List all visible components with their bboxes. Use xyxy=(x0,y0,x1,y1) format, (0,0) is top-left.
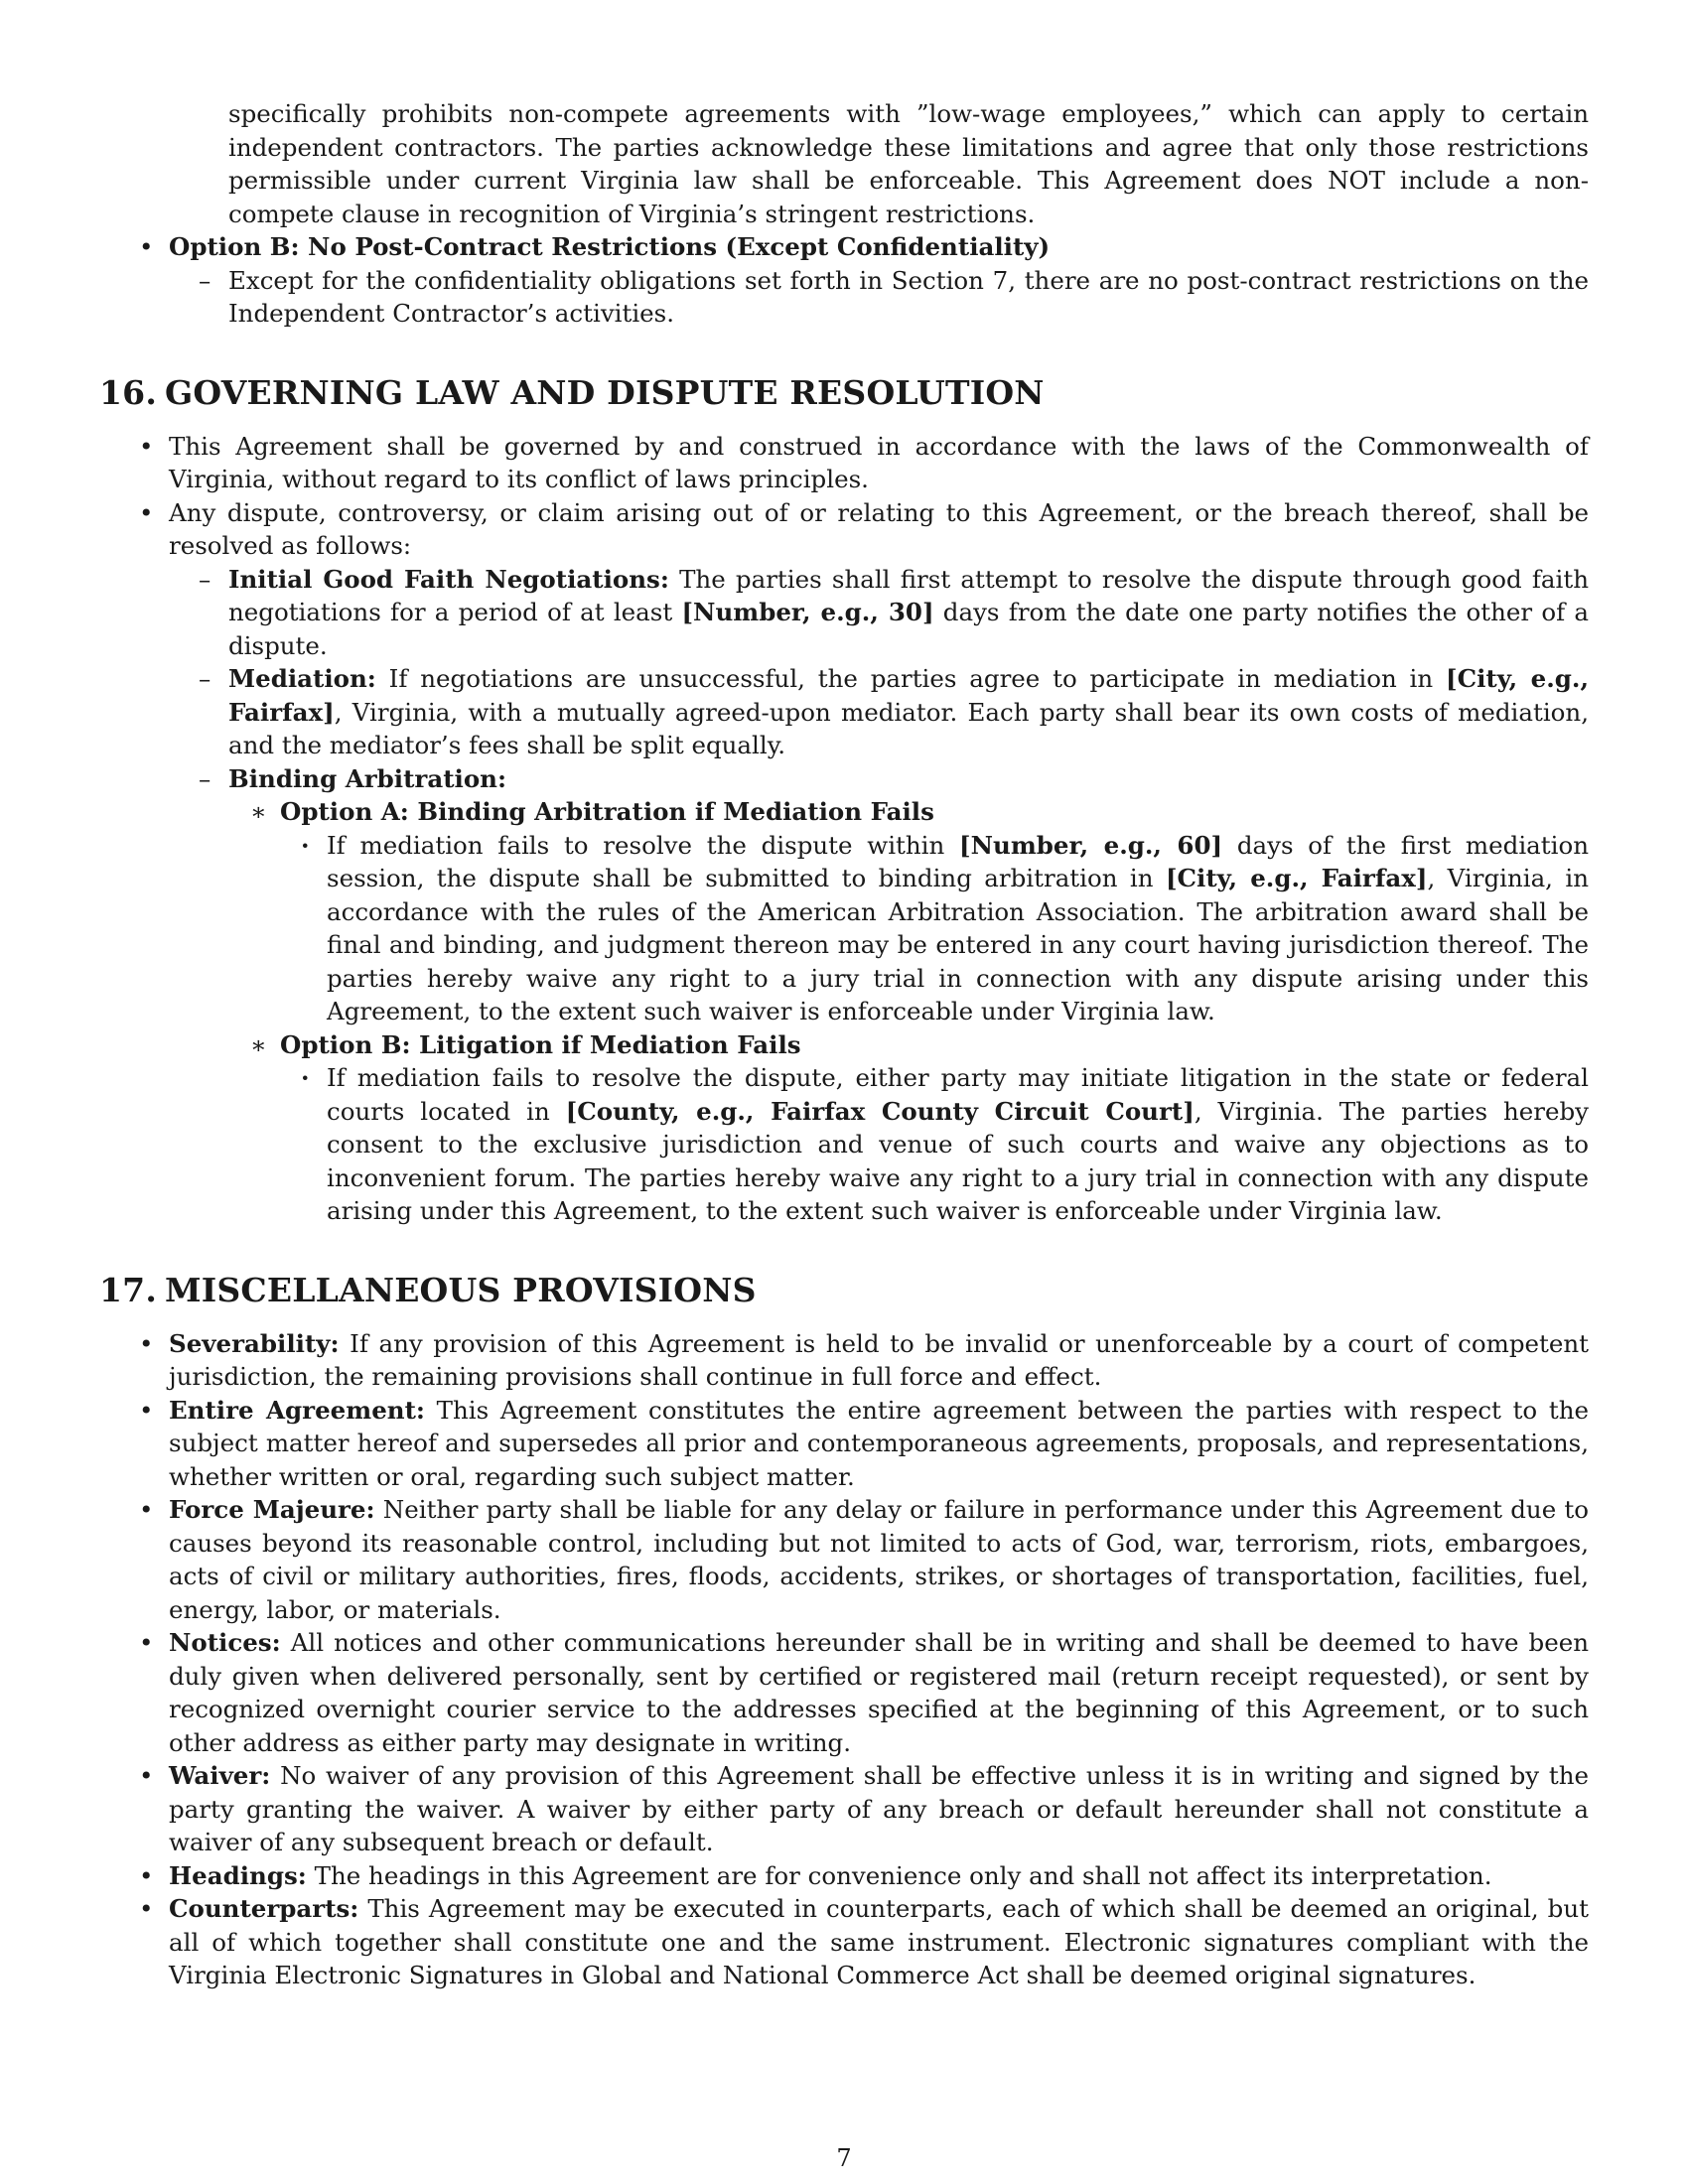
option-a-text xyxy=(327,829,1589,1028)
arbitration-label: Binding Arbitration: xyxy=(228,763,507,793)
provision-label: Force Majeure: xyxy=(169,1495,375,1524)
provision-text: This Agreement may be executed in counterparts, each of which shall be deemed an original, but all of which together shall constitute one and the same instrument. Electronic signatures compliant with the Virginia Electronic Signatures in Global and National Commerce Act shall be deemed original signatures. xyxy=(169,1894,1589,1989)
negotiations-item xyxy=(228,563,1589,663)
option-b-litigation-text-end: , Virginia. The parties hereby consent to the exclusive jurisdiction and venue of such courts and waive any objections as to inconvenient forum. The parties hereby waive any right to a jury trial in connection with any dispute arising under this Agreement, to the extent such waiver is enforceable under Virginia law. xyxy=(327,1096,1589,1225)
negotiations-placeholder: [Number, e.g., 30] xyxy=(681,598,934,626)
provision-text: This Agreement constitutes the entire agreement between the parties with respect to the subject matter hereof and supersedes all prior and contemporaneous agreements, proposals, and representations, whether written or oral, regarding such subject matter. xyxy=(169,1395,1589,1491)
option-a-text-start: If mediation fails to resolve the dispute within xyxy=(327,830,960,860)
option-a-text-mid: days of the first mediation session, the dispute shall be submitted to binding arbitration in xyxy=(327,830,1589,892)
option-a-title: Option A: Binding Arbitration if Mediation Fails xyxy=(280,797,934,826)
provision-text: The headings in this Agreement are for convenience only and shall not affect its interpretation. xyxy=(306,1860,1492,1890)
list-item-counterparts xyxy=(169,1892,1589,1992)
provision-text: If any provision of this Agreement is held to be invalid or unenforceable by a court of competent jurisdiction, the remaining provisions shall continue in full force and effect. xyxy=(169,1328,1589,1391)
section-16-title: GOVERNING LAW AND DISPUTE RESOLUTION xyxy=(165,372,1045,412)
list-item-entire-agreement xyxy=(169,1394,1589,1494)
mediation-placeholder: [City, e.g., Fairfax] xyxy=(228,664,1589,727)
provision-label: Severability: xyxy=(169,1328,340,1358)
mediation-text: If negotiations are unsuccessful, the parties agree to participate in mediation in xyxy=(375,664,1446,693)
provision-label: Counterparts: xyxy=(169,1894,359,1923)
section-17-number: 17. xyxy=(99,1270,158,1309)
option-b-litigation-text-start: If mediation fails to resolve the dispute, either party may initiate litigation in the state or federal courts located in xyxy=(327,1063,1589,1126)
page-number: 7 xyxy=(836,2144,852,2172)
provision-label: Headings: xyxy=(169,1860,307,1890)
list-item-headings xyxy=(169,1859,1589,1893)
provision-text: Neither party shall be liable for any delay or failure in performance under this Agreement due to causes beyond its reasonable control, including but not limited to acts of God, war, terrorism, riots, embargoes, acts of civil or military authorities, fires, floods, accidents, strikes, or shortages of transportation, facilities, fuel, energy, labor, or materials. xyxy=(169,1495,1590,1624)
option-a-placeholder-days: [Number, e.g., 60] xyxy=(959,830,1223,860)
provision-label: Entire Agreement: xyxy=(169,1395,425,1425)
option-b-litigation-item xyxy=(280,1028,1589,1062)
mediation-text-end: , Virginia, with a mutually agreed-upon mediator. Each party shall bear its own costs of mediation, and the mediator’s fees shall be split equally. xyxy=(228,697,1589,759)
mediation-label: Mediation: xyxy=(228,664,376,693)
provision-label: Notices: xyxy=(169,1628,281,1657)
option-a-item xyxy=(280,795,1589,829)
list-item-severability xyxy=(169,1327,1589,1394)
negotiations-label: Initial Good Faith Negotiations: xyxy=(228,564,669,594)
provision-text: All notices and other communications hereunder shall be in writing and shall be deemed to have been duly given when delivered personally, sent by certified or registered mail (return receipt requested), or sent by recognized overnight courier service to the addresses specified at the beginning of this Agreement, or to such other address as either party may designate in writing. xyxy=(169,1628,1589,1757)
list-item-force-majeure xyxy=(169,1493,1589,1626)
section-16-number: 16. xyxy=(99,372,158,412)
document-page xyxy=(99,97,1589,1992)
option-b-litigation-text xyxy=(327,1061,1589,1228)
section-17-title: MISCELLANEOUS PROVISIONS xyxy=(165,1270,757,1309)
section-17-heading xyxy=(99,1271,1589,1309)
option-a-text-end: , Virginia, in accordance with the rules of the American Arbitration Association. The arbitration award shall be final and binding, and judgment thereon may be entered in any court having jurisdiction thereof. The parties hereby waive any right to a jury trial in connection with any dispute arising under this Agreement, to the extent such waiver is enforceable under Virginia law. xyxy=(327,864,1589,1025)
negotiations-text: The parties shall first attempt to resolve the dispute through good faith negotiations for a period of at least xyxy=(228,564,1589,626)
list-item-waiver xyxy=(169,1759,1589,1859)
continuation-paragraph: specifically prohibits non-compete agreements with ”low-wage employees,” which can apply to certain independent contractors. The parties acknowledge these limitations and agree that only those restrictions permissible under current Virginia law shall be enforceable. This Agreement does NOT include a non-compete clause in recognition of Virginia’s stringent restrictions. xyxy=(228,99,1589,228)
negotiations-text-end: days from the date one party notifies the other of a dispute. xyxy=(228,598,1589,660)
option-b-text: – Except for the confidentiality obligations set forth in Section 7, there are no post-contract restrictions on the Independent Contractor’s activities. xyxy=(228,264,1589,331)
governing-law-item: • This Agreement shall be governed by and construed in accordance with the laws of the Commonwealth of Virginia, without regard to its conflict of laws principles. xyxy=(169,430,1589,496)
option-b-litigation-title: Option B: Litigation if Mediation Fails xyxy=(280,1029,801,1059)
list-item-notices xyxy=(169,1626,1589,1759)
option-b-title: Option B: No Post-Contract Restrictions (Except Confidentiality) xyxy=(169,232,1051,261)
provision-label: Waiver: xyxy=(169,1761,271,1790)
option-b-litigation-placeholder: [County, e.g., Fairfax County Circuit Court] xyxy=(565,1096,1195,1126)
mediation-item xyxy=(228,662,1589,762)
dispute-item: • Any dispute, controversy, or claim arising out of or relating to this Agreement, or the breach thereof, shall be resolved as follows: xyxy=(169,496,1589,563)
section-16-heading xyxy=(99,373,1589,412)
provision-text: No waiver of any provision of this Agreement shall be effective unless it is in writing and signed by the party granting the waiver. A waiver by either party of any breach or default hereunder shall not constitute a waiver of any subsequent breach or default. xyxy=(169,1761,1589,1856)
option-b-item xyxy=(169,230,1589,264)
arbitration-item xyxy=(228,762,1589,796)
option-a-placeholder-city: [City, e.g., Fairfax] xyxy=(1165,864,1428,892)
